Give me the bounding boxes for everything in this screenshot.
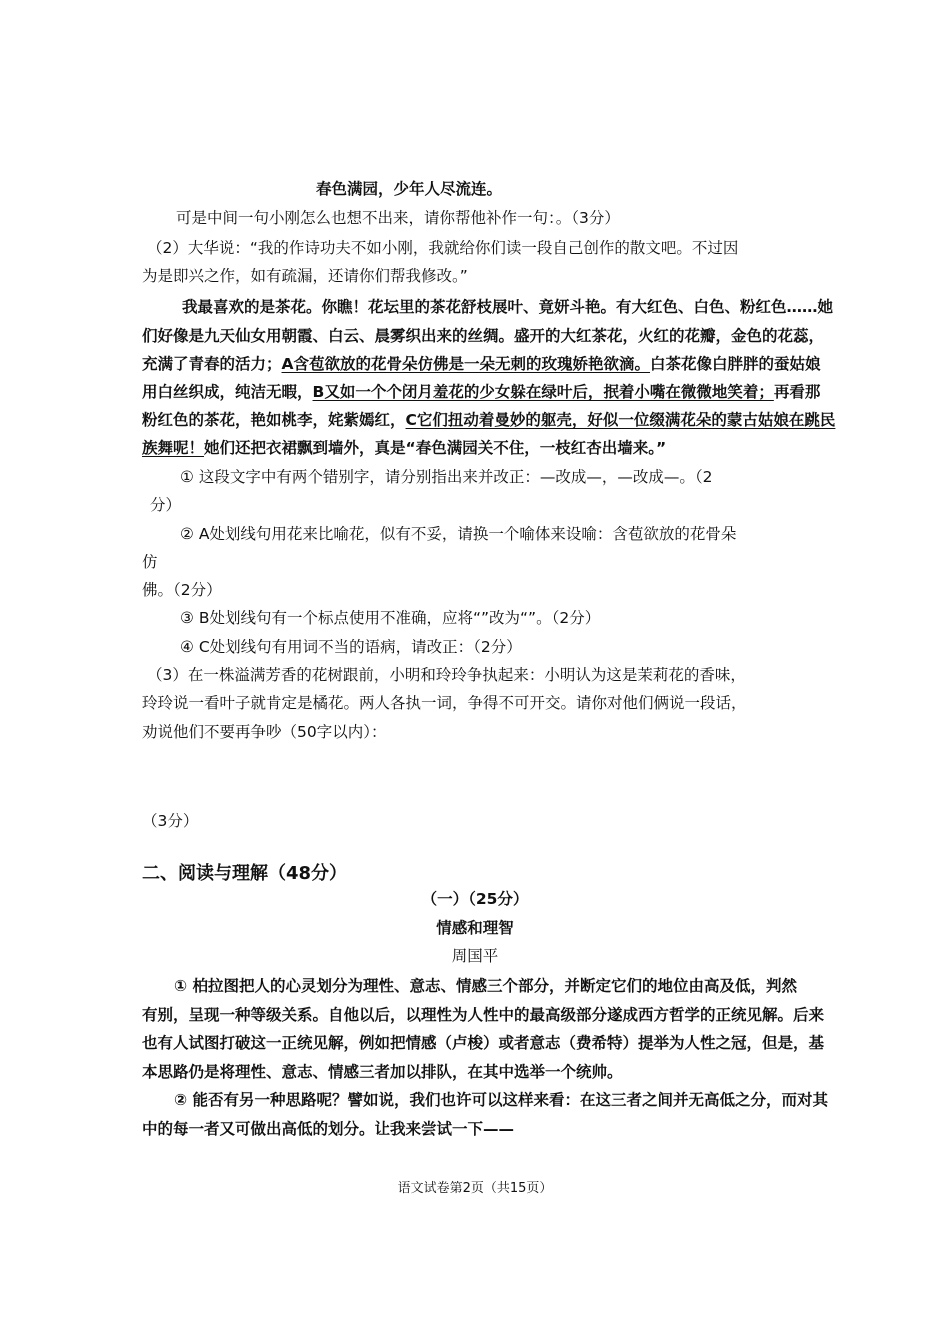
- q3-line-3: 劝说他们不要再争吵（50字以内）：: [142, 723, 387, 741]
- sub-question-2-cont: 仿: [142, 553, 158, 571]
- sub-question-4: ④ C处划线句有用词不当的语病，请改正：（2分）: [180, 638, 522, 656]
- essay-line-4-pre: 用白丝织成，纯洁无暇，: [142, 383, 313, 401]
- essay-line-4: [142, 381, 820, 403]
- paragraph-1-line-4: 本思路仍是将理性、意志、情感三者加以排队，在其中选举一个统帅。: [142, 1063, 623, 1081]
- q1-prompt: 可是中间一句小刚怎么也想不出来，请你帮他补作一句：。（3分）: [176, 209, 620, 227]
- essay-line-6-post: 她们还把衣裙飘到墙外，真是“春色满园关不住，一枝红杏出墙来。”: [204, 439, 667, 457]
- article-title: 情感和理智: [436, 919, 514, 937]
- article-author: 周国平: [451, 947, 499, 965]
- underlined-sentence-c: C它们扭动着曼妙的躯壳，好似一位缀满花朵的蒙古姑娘在跳民: [405, 411, 836, 429]
- underlined-sentence-c-end: 族舞呢！: [142, 439, 205, 457]
- q3-line-2: 玲玲说一看叶子就肯定是橘花。两人各执一词，争得不可开交。请你对他们俩说一段话，: [142, 694, 747, 712]
- essay-line-5: [142, 409, 835, 431]
- essay-line-1: 我最喜欢的是茶花。你瞧！花坛里的茶花舒枝展叶、竟妍斗艳。有大红色、白色、粉红色……她: [182, 298, 834, 316]
- sub-question-2: ② A处划线句用花来比喻花，似有不妥，请换一个喻体来设喻：含苞欲放的花骨朵: [180, 525, 737, 543]
- sub-question-1: ① 这段文字中有两个错别字，请分别指出来并改正：—改成—，—改成—。（2: [180, 468, 713, 486]
- q3-line-1: （3）在一株溢满芳香的花树跟前，小明和玲玲争执起来：小明认为这是茉莉花的香味，: [147, 666, 746, 684]
- paragraph-2-line-1: ② 能否有另一种思路呢？譬如说，我们也许可以这样来看：在这三者之间并无高低之分，而对其: [174, 1091, 829, 1109]
- paragraph-1-line-1: ① 柏拉图把人的心灵划分为理性、意志、情感三个部分，并断定它们的地位由高及低，判然: [174, 977, 798, 995]
- essay-line-3: [142, 353, 821, 375]
- q2-intro-line-2: 为是即兴之作，如有疏漏，还请你们帮我修改。”: [142, 267, 468, 285]
- part-1-heading: （一）（25分）: [421, 890, 529, 908]
- section-2-title: 二、阅读与理解（48分）: [142, 863, 348, 884]
- poem-last-line: 春色满园，少年人尽流连。: [316, 180, 503, 198]
- paragraph-1-line-3: 也有人试图打破这一正统见解，例如把情感（卢梭）或者意志（费希特）提举为人性之冠，但是，基: [142, 1034, 825, 1052]
- underlined-sentence-b: B又如一个个闭月羞花的少女躲在绿叶后，抿着小嘴在微微地笑着；: [312, 383, 774, 401]
- paragraph-2-line-2: 中的每一者又可做出高低的划分。让我来尝试一下——: [142, 1120, 515, 1138]
- essay-line-3-post: 白茶花像白胖胖的蚕姑娘: [650, 355, 821, 373]
- essay-line-5-pre: 粉红色的茶花，艳如桃李，姹紫嫣红，: [142, 411, 406, 429]
- essay-line-2: 们好像是九天仙女用朝霞、白云、晨雾织出来的丝绸。盛开的大红茶花，火红的花瓣，金色的花蕊，: [142, 327, 825, 345]
- q2-intro-line-1: （2）大华说：“我的作诗功夫不如小刚，我就给你们读一段自己创作的散文吧。不过因: [147, 239, 739, 257]
- essay-line-3-pre: 充满了青春的活力；: [142, 355, 282, 373]
- sub-question-1-cont: 分）: [150, 496, 182, 514]
- sub-question-3: ③ B处划线句有一个标点使用不准确，应将“”改为“”。（2分）: [180, 609, 601, 627]
- essay-line-4-post: 再看那: [773, 383, 821, 401]
- page-footer: 语文试卷第2页（共15页）: [397, 1181, 553, 1196]
- q3-score: （3分）: [142, 812, 199, 830]
- underlined-sentence-a: A含苞欲放的花骨朵仿佛是一朵无刺的玫瑰娇艳欲滴。: [281, 355, 651, 373]
- paragraph-1-line-2: 有别，呈现一种等级关系。自他以后，以理性为人性中的最高级部分遂成西方哲学的正统见解。后来: [142, 1006, 825, 1024]
- sub-question-2-end: 佛。（2分）: [142, 581, 222, 599]
- essay-line-6: [142, 437, 666, 459]
